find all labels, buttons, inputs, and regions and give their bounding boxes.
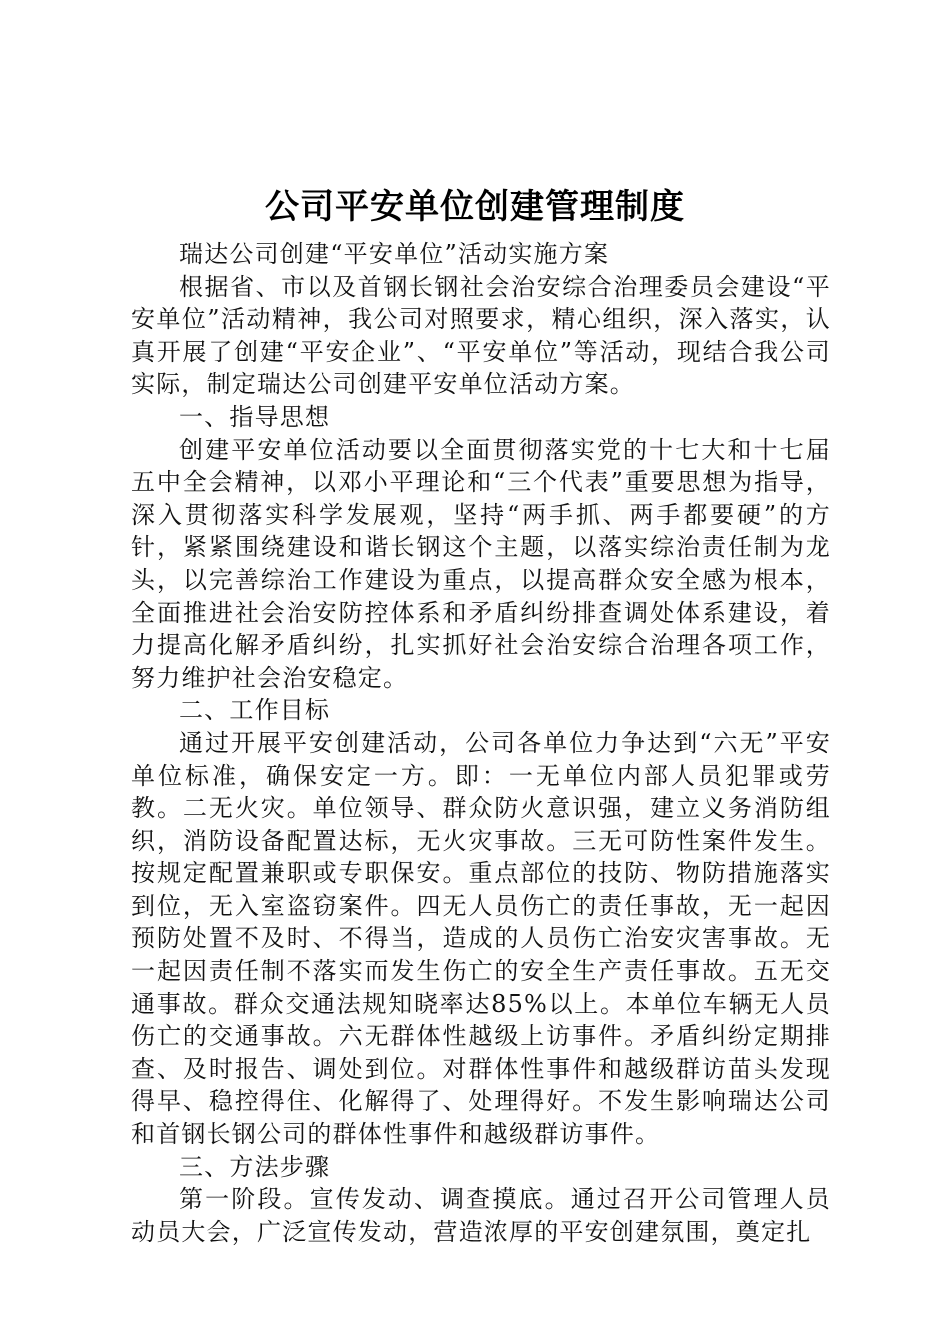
section-heading-work-goals: 二、工作目标: [179, 696, 331, 725]
paragraph-method-steps: 第一阶段。宣传发动、调查摸底。通过召开公司管理人员动员大会，广泛宣传发动，营造浓厚的平安创建氛围，奠定扎: [131, 1185, 831, 1246]
paragraph-subtitle: 瑞达公司创建“平安单位”活动实施方案: [179, 240, 610, 268]
paragraph-guiding-ideology: 创建平安单位活动要以全面贯彻落实党的十七大和十七届五中全会精神，以邓小平理论和“三个代表”重要思想为指导，深入贯彻落实科学发展观，坚持“两手抓、两手都要硬”的方针，紧紧围绕建设和谐长钢这个主题，以落实综治责任制为龙头，以完善综治工作建设为重点，以提高群众安全感为根本，全面推进社会治安防控体系和矛盾纠纷排查调处体系建设，着力提高化解矛盾纠纷，扎实抓好社会治安综合治理各项工作，努力维护社会治安稳定。: [131, 435, 831, 692]
document-body: [131, 238, 831, 1248]
section-heading-guiding-ideology: 一、指导思想: [179, 402, 331, 431]
section-heading-method-steps: 三、方法步骤: [179, 1152, 331, 1181]
paragraph-intro: 根据省、市以及首钢长钢社会治安综合治理委员会建设“平安单位”活动精神，我公司对照要求，精心组织，深入落实，认真开展了创建“平安企业”、“平安单位”等活动，现结合我公司实际，制定瑞达公司创建平安单位活动方案。: [131, 272, 831, 399]
document-title: 公司平安单位创建管理制度: [265, 187, 685, 227]
paragraph-work-goals: 通过开展平安创建活动，公司各单位力争达到“六无”平安单位标准，确保安定一方。即：一无单位内部人员犯罪或劳教。二无火灾。单位领导、群众防火意识强，建立义务消防组织，消防设备配置达标，无火灾事故。三无可防性案件发生。按规定配置兼职或专职保安。重点部位的技防、物防措施落实到位，无入室盗窃案件。四无人员伤亡的责任事故，无一起因预防处置不及时、不得当，造成的人员伤亡治安灾害事故。无一起因责任制不落实而发生伤亡的安全生产责任事故。五无交通事故。群众交通法规知晓率达85%以上。本单位车辆无人员伤亡的交通事故。六无群体性越级上访事件。矛盾纠纷定期排查、及时报告、调处到位。对群体性事件和越级群访苗头发现得早、稳控得住、化解得了、处理得好。不发生影响瑞达公司和首钢长钢公司的群体性事件和越级群访事件。: [131, 728, 831, 1149]
